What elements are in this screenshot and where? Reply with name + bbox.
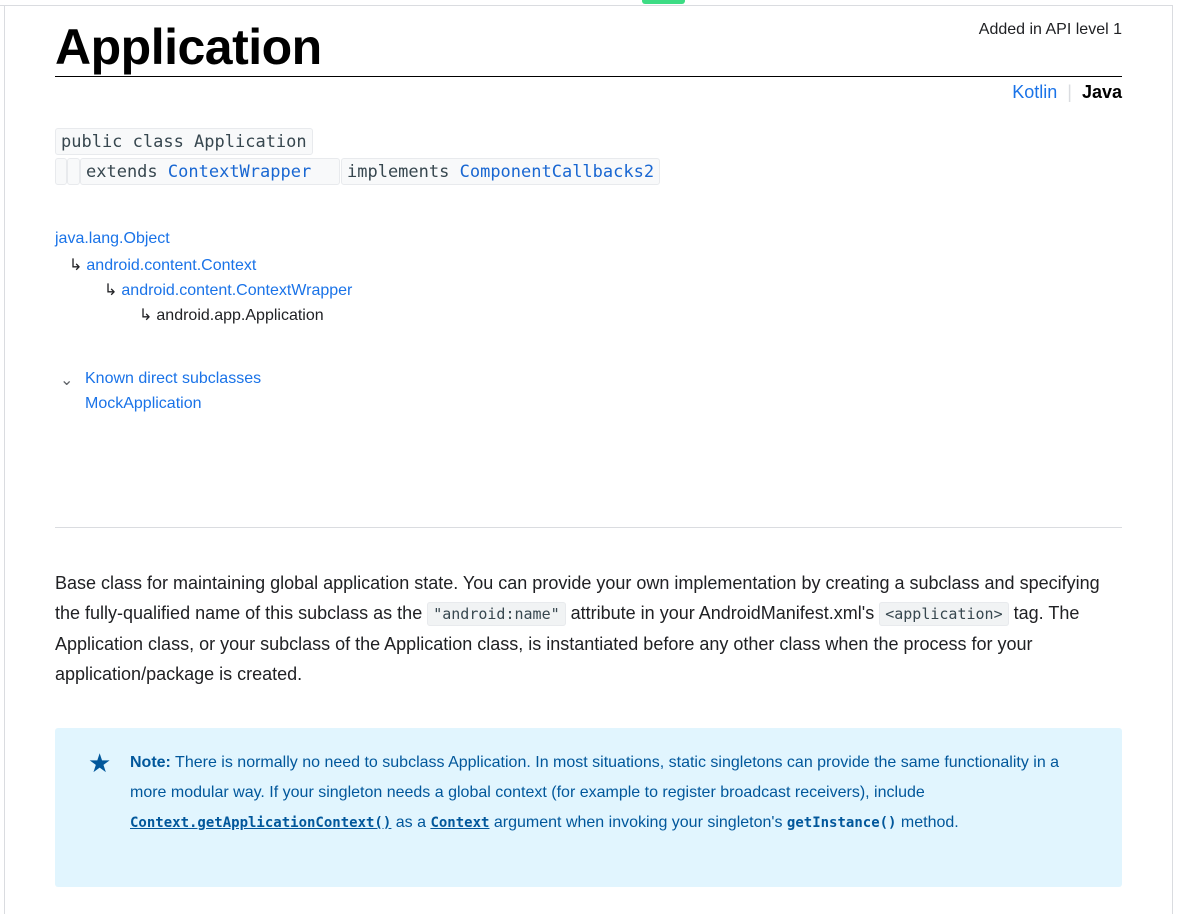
note-callout [55, 728, 1122, 887]
title-underline [55, 76, 1122, 77]
inline-code: getInstance() [786, 815, 897, 831]
tab-java[interactable]: Java [1081, 82, 1122, 102]
chevron-down-icon[interactable]: ⌄ [60, 372, 74, 389]
arrow-icon: ↳ [139, 307, 153, 324]
subclasses-toggle[interactable]: Known direct subclasses [85, 370, 262, 387]
inline-code: <application> [879, 602, 1008, 626]
text: method. [896, 814, 959, 831]
api-level: Added in API level 1 [978, 21, 1122, 38]
divider [55, 527, 1122, 528]
tab-kotlin[interactable]: Kotlin [1012, 82, 1058, 102]
inline-code: "android:name" [427, 602, 565, 626]
scroll-indicator [642, 0, 685, 4]
indent-block [55, 158, 67, 185]
hierarchy-item [104, 280, 352, 300]
page-title: Application [55, 19, 322, 75]
text: There is normally no need to subclass Application. In most situations, static singletons can provide the same functionality in a more modular way. If your singleton needs a global context (for example to register broadcast receivers), include [130, 754, 1060, 801]
frame-top-border [0, 5, 1172, 6]
link-context[interactable] [430, 814, 489, 831]
arrow-icon: ↳ [104, 282, 118, 299]
extends-link[interactable]: ContextWrapper [167, 162, 312, 182]
hierarchy-link-context[interactable]: android.content.Context [86, 257, 257, 274]
text: Base class for maintaining global application state. You can provide your own implementation by creating a subclass and specifying the fully-qualified name of this subclass as the [55, 573, 1100, 623]
note-text [130, 748, 1090, 838]
note-label: Note: [130, 754, 171, 771]
extends-keyword: extends [86, 162, 158, 182]
hierarchy-link-object[interactable]: java.lang.Object [55, 230, 170, 247]
extends-clause [80, 158, 340, 185]
implements-keyword: implements [347, 162, 450, 182]
arrow-icon: ↳ [69, 257, 83, 274]
hierarchy-link-contextwrapper[interactable]: android.content.ContextWrapper [121, 282, 353, 299]
text: argument when invoking your singleton's [489, 814, 787, 831]
code-link: Context.getApplicationContext() [130, 815, 392, 831]
implements-clause [341, 158, 660, 185]
text: as a [391, 814, 431, 831]
hierarchy-current: android.app.Application [156, 307, 324, 324]
text: attribute in your AndroidManifest.xml's [565, 603, 880, 623]
subclass-link[interactable]: MockApplication [85, 395, 202, 412]
star-icon: ★ [88, 748, 112, 778]
hierarchy-item [55, 230, 170, 248]
separator: | [1067, 82, 1072, 102]
frame-right-border [1172, 5, 1173, 914]
text: tag. The Application class, or your subclass of the Application class, is instantiated before any other class when the process for your application/package is created. [55, 603, 1080, 684]
class-description [55, 568, 1125, 689]
implements-link[interactable]: ComponentCallbacks2 [459, 162, 655, 182]
hierarchy-item [69, 255, 256, 275]
indent-block [67, 158, 80, 185]
link-get-application-context[interactable] [130, 814, 391, 831]
language-switcher [1012, 82, 1122, 103]
class-declaration: public class Application [55, 128, 313, 155]
code-link: Context [430, 815, 490, 831]
hierarchy-item [139, 305, 324, 325]
frame-left-border [4, 5, 5, 914]
